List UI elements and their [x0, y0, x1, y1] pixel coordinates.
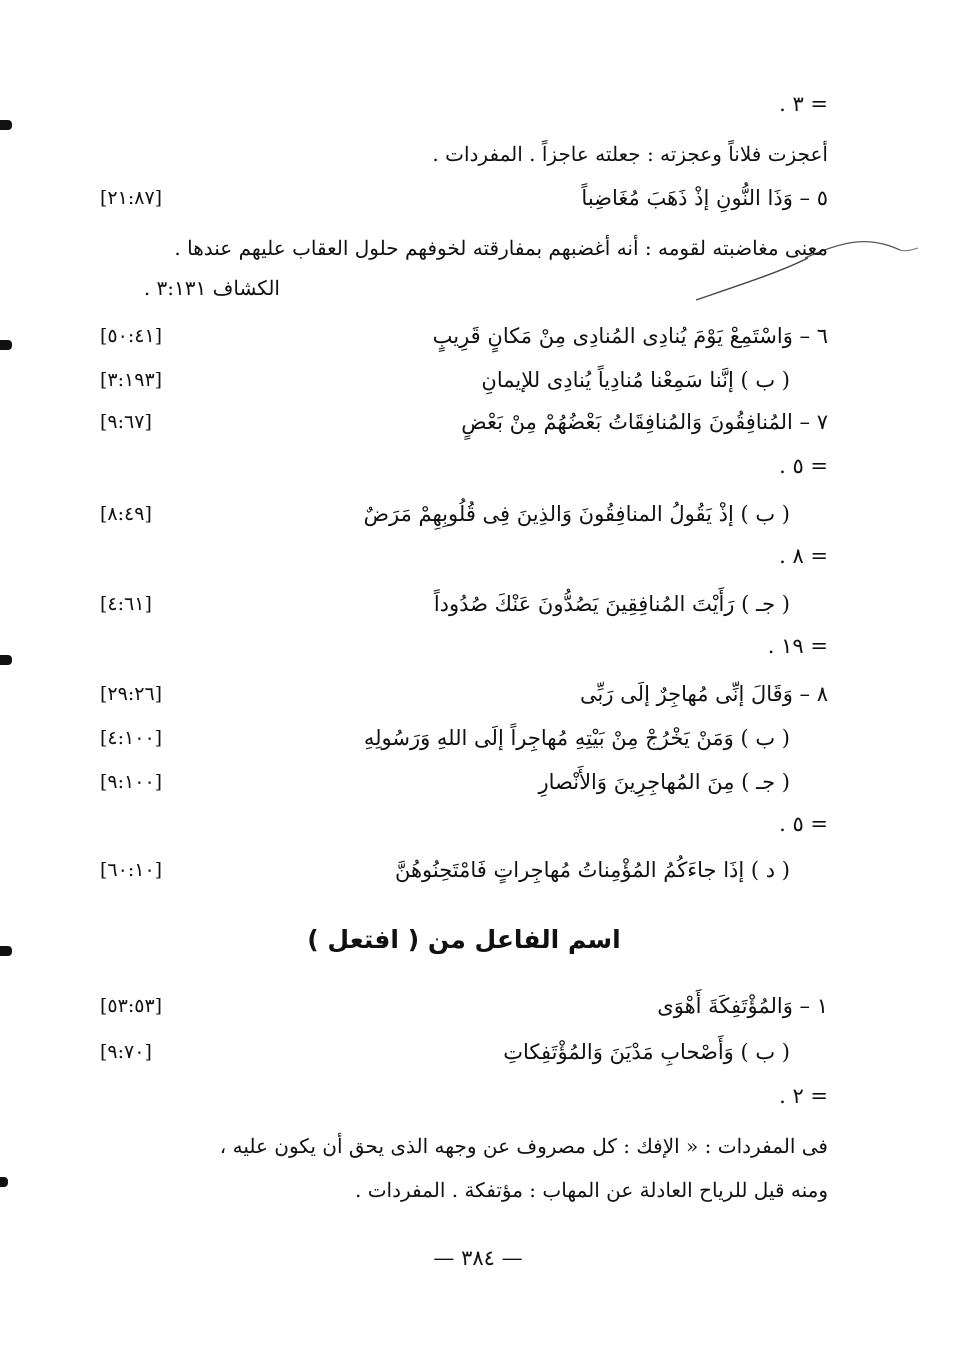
verse-reference: [٥٣:٥٣]: [100, 995, 163, 1017]
equivalence-note: = ٥ .: [779, 454, 828, 478]
verse-line: ( ب ) وَمَنْ يَخْرُجْ مِنْ بَيْتِهِ مُهاجِراً إلَى اللهِ وَرَسُولِهِ [٤:١٠٠]: [100, 718, 828, 758]
verse-reference: [٤:١٠٠]: [100, 727, 163, 749]
verse-line: ١ – وَالمُؤْتَفِكَةَ أَهْوَى [٥٣:٥٣]: [100, 986, 828, 1026]
equivalence-note: = ٥ .: [779, 812, 828, 836]
lexical-note: أعجزت فلاناً وعجزته : جعلته عاجزاً . المفردات .: [432, 142, 828, 166]
commentary-line: فى المفردات : « الإفك : كل مصروف عن وجهه الذى يحق أن يكون عليه ،: [219, 1134, 828, 1158]
verse-reference: [٩:١٠٠]: [100, 771, 163, 793]
scan-mark: [0, 340, 12, 350]
equivalence-note: = ٢ .: [779, 1084, 828, 1108]
commentary-line: ومنه قيل للرياح العادلة عن المهاب : مؤتفكة . المفردات .: [355, 1178, 828, 1202]
verse-reference: [٣:١٩٣]: [100, 369, 163, 391]
verse-reference: [٢٩:٢٦]: [100, 683, 163, 705]
verse-line: ٥ – وَذَا النُّونِ إذْ ذَهَبَ مُغَاضِباً [٢١:٨٧]: [100, 178, 828, 218]
verse-line: ( ب ) إنَّنا سَمِعْنا مُنادِياً يُنادِى للإيمانِ [٣:١٩٣]: [100, 360, 828, 400]
page-number: — ٣٨٤ —: [433, 1246, 523, 1270]
verse-reference: [٨:٤٩]: [100, 503, 152, 525]
source-citation: الكشاف ٣:١٣١ .: [143, 276, 280, 300]
scan-mark: [0, 655, 12, 665]
verse-line: ٦ – وَاسْتَمِعْ يَوْمَ يُنادِى المُنادِى مِنْ مَكانٍ قَرِيبٍ [٥٠:٤١]: [100, 316, 828, 356]
equivalence-note: = ١٩ .: [767, 634, 828, 658]
verse-line: ( ب ) إذْ يَقُولُ المنافِقُونَ وَالذِينَ فِى قُلُوبِهِمْ مَرَضٌ [٨:٤٩]: [100, 494, 828, 534]
verse-reference: [٤:٦١]: [100, 593, 152, 615]
verse-reference: [٢١:٨٧]: [100, 187, 163, 209]
commentary-line: معنى مغاضبته لقومه : أنه أغضبهم بمفارقته لخوفهم حلول العقاب عليهم عندها .: [174, 236, 828, 260]
scan-mark: [0, 946, 12, 956]
verse-line: ٧ – المُنافِقُونَ وَالمُنافِقَاتُ بَعْضُهُمْ مِنْ بَعْضٍ [٩:٦٧]: [100, 402, 828, 442]
verse-line: ( جـ ) مِنَ المُهاجِرِينَ وَالأَنْصارِ [٩:١٠٠]: [100, 762, 828, 802]
verse-reference: [٩:٦٧]: [100, 411, 152, 433]
verse-line: ( جـ ) رَأَيْتَ المُنافِقِينَ يَصُدُّونَ عَنْكَ صُدُوداً [٤:٦١]: [100, 584, 828, 624]
verse-line: ٨ – وَقَالَ إنِّى مُهاجِرٌ إلَى رَبِّى [٢٩:٢٦]: [100, 674, 828, 714]
equivalence-note: = ٣ .: [779, 92, 828, 116]
scan-mark: [0, 120, 12, 130]
scan-mark: [0, 1177, 8, 1187]
verse-line: ( ب ) وَأَصْحابِ مَدْيَنَ وَالمُؤْتَفِكاتِ [٩:٧٠]: [100, 1032, 828, 1072]
verse-reference: [٩:٧٠]: [100, 1041, 152, 1063]
section-heading: اسم الفاعل من ( افتعل ): [307, 925, 621, 954]
equivalence-note: = ٨ .: [779, 544, 828, 568]
verse-reference: [٦٠:١٠]: [100, 859, 163, 881]
verse-reference: [٥٠:٤١]: [100, 325, 163, 347]
verse-line: ( د ) إذَا جاءَكُمُ المُؤْمِناتُ مُهاجِراتٍ فَامْتَحِنُوهُنَّ [٦٠:١٠]: [100, 850, 828, 890]
